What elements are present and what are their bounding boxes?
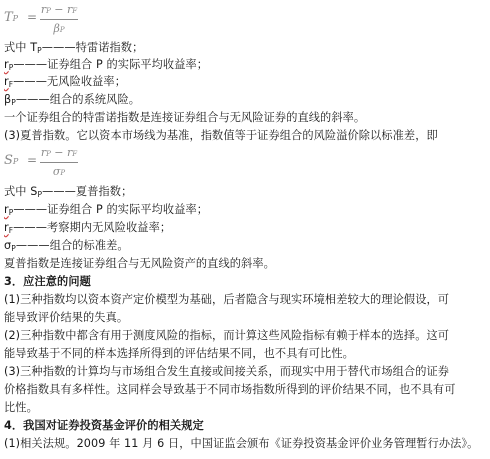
section-4-heading: 4．我国对证券投资基金评价的相关规定 <box>4 419 204 432</box>
fraction-bar <box>40 162 78 163</box>
treynor-def-4: $\beta_P———$组合的系统风险。 <box>4 93 141 107</box>
formula-lhs: T <box>4 10 13 25</box>
treynor-formula: TP = rP − rF βP <box>4 3 78 35</box>
sharpe-def-1: 式中 $S_P———$夏普指数； <box>4 185 133 199</box>
formula-denominator: σP <box>52 165 66 178</box>
formula-denominator: βP <box>53 22 65 35</box>
sharpe-intro: (3)夏普指数。它以资本市场线为基准，指数值等于证券组合的风险溢价除以标准差，即 <box>4 129 438 142</box>
sharpe-formula: SP = rP − rF σP <box>4 146 78 178</box>
formula-lhs: S <box>4 153 13 168</box>
sharpe-slope-note: 夏普指数是连接证券组合与无风险资产的直线的斜率。 <box>4 257 275 270</box>
sharpe-def-4: $\sigma_P———$组合的标准差。 <box>4 239 129 253</box>
treynor-def-2: $r_P———$证券组合 P 的实际平均收益率； <box>4 58 209 72</box>
section-3-p1-line-2: 能导致评价结果的失真。 <box>4 311 129 324</box>
treynor-def-3: $r_F———$无风险收益率； <box>4 75 127 89</box>
section-3-p2-line-1: (2)三种指数中都含有用于测度风险的指标，而计算这些风险指标有赖于样本的选择。这可 <box>4 329 450 342</box>
section-3-p2-line-2: 能导致基于不同的样本选择所得到的评估结果不同，也不具有可比性。 <box>4 347 354 360</box>
section-4-p1: (1)相关法规。2009 年 11 月 6 日，中国证监会颁布《证券投资基金评价业务管理暂行办法》。 <box>4 437 479 450</box>
section-3-p3-line-3: 比性。 <box>4 401 38 414</box>
section-3-p1-line-1: (1)三种指数均以资本资产定价模型为基础，后者隐含与现实环境相差较大的理论假设，可 <box>4 293 450 306</box>
section-3-p3-line-2: 价格指数具有多样性。这同样会导致基于不同市场指数所得到的评价结果不同，也不具有可 <box>4 383 456 396</box>
sharpe-def-2: $r_P———$证券组合 P 的实际平均收益率； <box>4 203 209 217</box>
formula-numerator: rP − rF <box>40 3 78 16</box>
treynor-slope-note: 一个证券组合的特雷诺指数是连接证券组合与无风险证券的直线的斜率。 <box>4 111 366 124</box>
formula-numerator: rP − rF <box>40 146 78 159</box>
section-3-p3-line-1: (3)三种指数的计算均与市场组合发生直接或间接关系，而现实中用于替代市场组合的证券 <box>4 365 450 378</box>
section-3-heading: 3．应注意的问题 <box>4 275 91 288</box>
fraction-bar <box>40 19 78 20</box>
treynor-def-1: 式中 $T_P———$特雷诺指数； <box>4 41 144 55</box>
sharpe-def-3: $r_F———$考察期内无风险收益率； <box>4 221 172 235</box>
